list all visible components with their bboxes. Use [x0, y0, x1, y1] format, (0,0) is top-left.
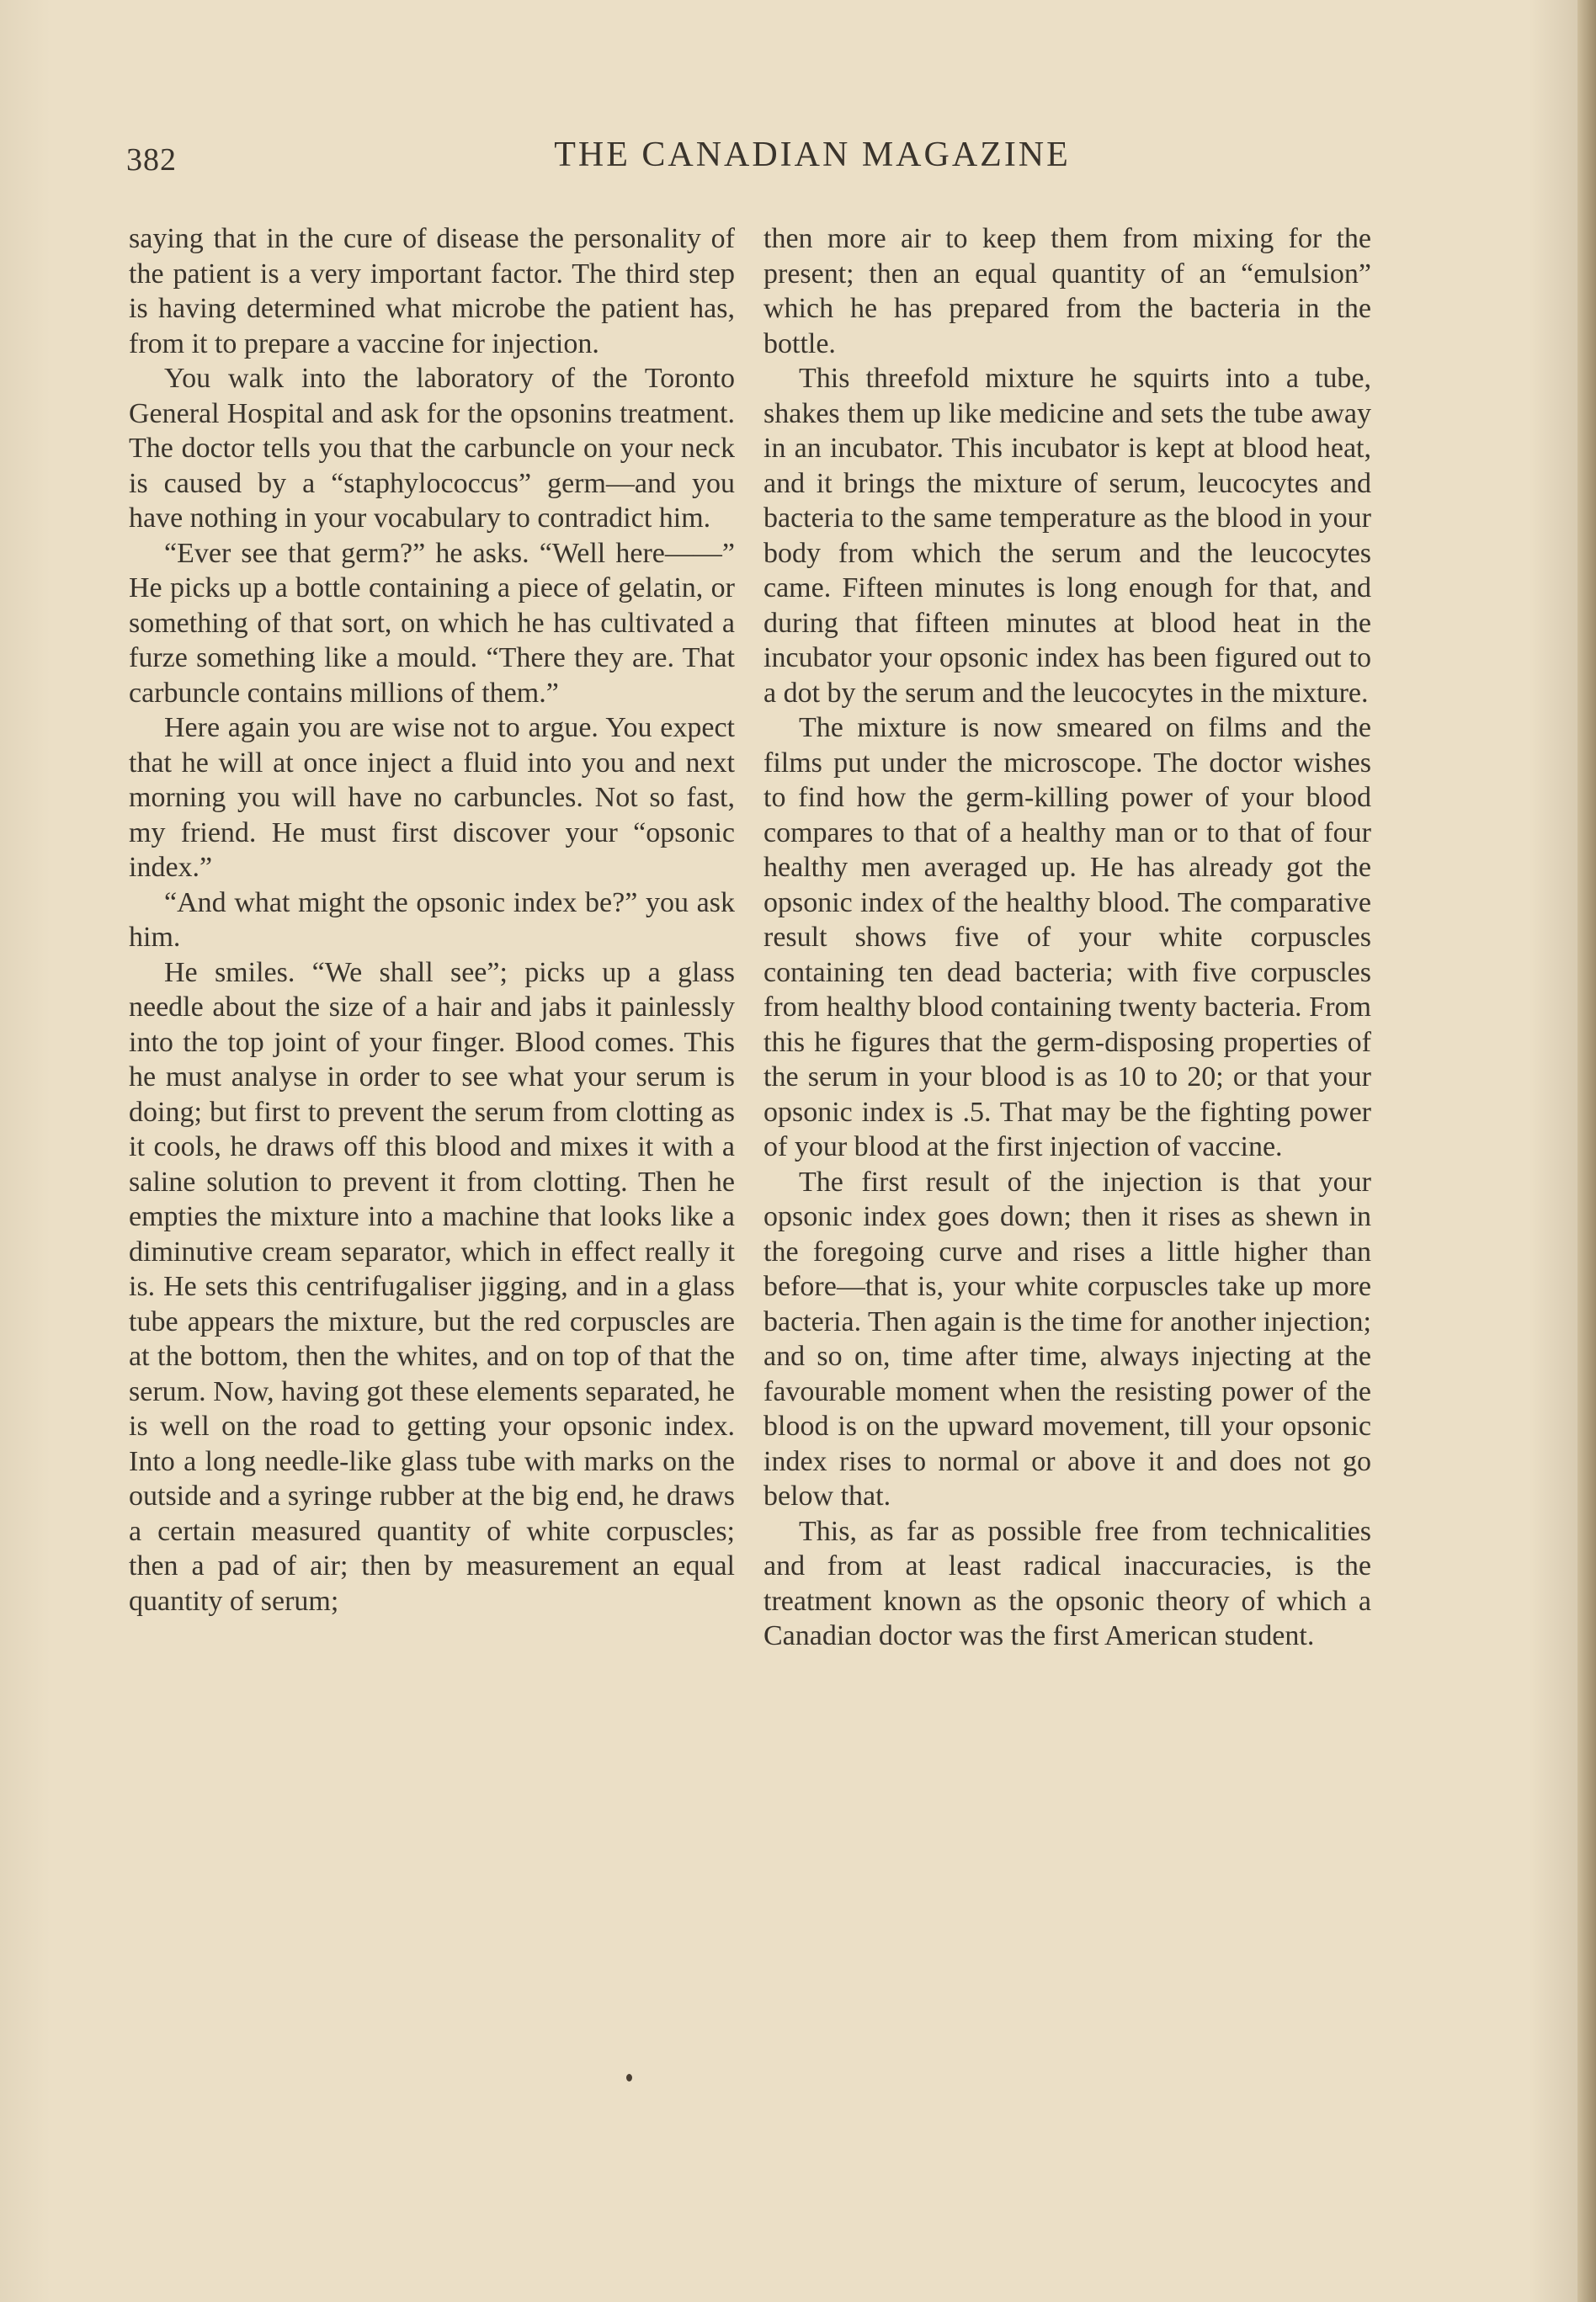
left-column	[129, 221, 735, 1619]
paragraph: This threefold mixture he squirts into a tube, shakes them up like medicine and sets the tube away in an incubator. This incubator is kept at blood heat, and it brings the mixture of serum, leucocytes and bacteria to the same temperature as the blood in your body from which the serum and the leucocytes came. Fifteen minutes is long enough for that, and during that fifteen minutes at blood heat in the incubator your opsonic index has been figured out to a dot by the serum and the leucocytes in the mixture.	[763, 363, 1371, 709]
paragraph: This, as far as possible free from technicalities and from at least radical inaccuracies, is the treatment known as the opsonic theory of which a Canadian doctor was the first American student.	[763, 1515, 1371, 1651]
paragraph: Here again you are wise not to argue. You expect that he will at once inject a fluid into you and next morning you will have no carbuncles. Not so fast, my friend. He must first discover your “opsonic index.”	[129, 712, 735, 883]
page-edge-shadow	[1577, 0, 1596, 2302]
paragraph: The first result of the injection is that your opsonic index goes down; then it rises as shewn in the foregoing curve and rises a little higher than before—that is, your white corpuscles take up more bacteria. Then again is the time for another injection; and so on, time after time, always injecting at the favourable moment when the resisting power of the blood is on the upward movement, till your opsonic index rises to normal or above it and does not go below that.	[763, 1166, 1371, 1512]
running-header	[126, 135, 1389, 194]
right-column	[763, 221, 1371, 1654]
page-number: 382	[126, 142, 177, 178]
running-title: THE CANADIAN MAGAZINE	[554, 136, 1071, 174]
paragraph: “And what might the opsonic index be?” you ask him.	[129, 886, 735, 953]
paragraph: The mixture is now smeared on films and the films put under the microscope. The doctor wishes to find how the germ-killing power of your blood compares to that of a healthy man or to that of four healthy men averaged up. He has already got the opsonic index of the healthy blood. The comparative result shows five of your white corpuscles containing ten dead bacteria; with five corpuscles from healthy blood containing twenty bacteria. From this he figures that the germ-disposing properties of the serum in your blood is as 10 to 20; or that your opsonic index is .5. That may be the fighting power of your blood at the first injection of vaccine.	[763, 712, 1371, 1162]
paragraph: then more air to keep them from mixing for the present; then an equal quantity of an “emulsion” which he has prepared from the bacteria in the bottle.	[763, 223, 1371, 359]
paragraph: You walk into the laboratory of the Toronto General Hospital and ask for the opsonins treatment. The doctor tells you that the carbuncle on your neck is caused by a “staphylococcus” germ—and you have nothing in your vocabulary to contradict him.	[129, 363, 735, 534]
paragraph: saying that in the cure of disease the personality of the patient is a very important factor. The third step is having determined what microbe the patient has, from it to prepare a vaccine for injection.	[129, 223, 735, 359]
paragraph: “Ever see that germ?” he asks. “Well here——” He picks up a bottle containing a piece of gelatin, or something of that sort, on which he has cultivated a furze something like a mould. “There they are. That carbuncle contains millions of them.”	[129, 537, 735, 709]
ink-speck	[626, 2074, 632, 2081]
paragraph: He smiles. “We shall see”; picks up a glass needle about the size of a hair and jabs it painlessly into the top joint of your finger. Blood comes. This he must analyse in order to see what your serum is doing; but first to prevent the serum from clotting as it cools, he draws off this blood and mixes it with a saline solution to prevent it from clotting. Then he empties the mixture into a machine that looks like a diminutive cream separator, which in effect really it is. He sets this centrifugaliser jigging, and in a glass tube appears the mixture, but the red corpuscles are at the bottom, then the whites, and on top of that the serum. Now, having got these elements separated, he is well on the road to getting your opsonic index. Into a long needle-like glass tube with marks on the outside and a syringe rubber at the big end, he draws a certain measured quantity of white corpuscles; then a pad of air; then by measurement an equal quantity of serum;	[129, 956, 735, 1617]
